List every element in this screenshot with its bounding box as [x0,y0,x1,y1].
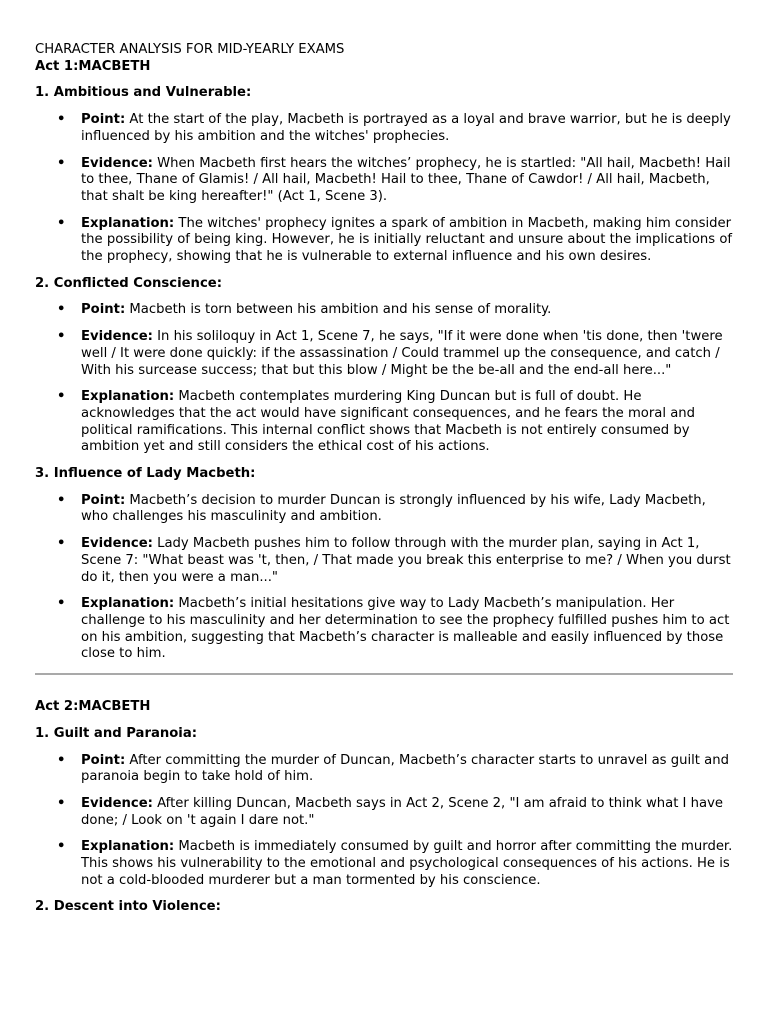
item-label: Evidence: [81,155,153,171]
bullet-icon: • [57,839,66,855]
item-text: When Macbeth first hears the witches’ prophecy, he is startled: "All hail, Macbeth! Hail to thee, Thane of Glamis! / All hail, Macbeth! Hail to thee, Thane of Cawdor! / All hail, Macbeth, that shalt be king hereafter!" (Act 1, Scene 3). [81,155,731,204]
item-label: Point: [81,112,126,128]
item-label: Point: [81,492,126,508]
item-label: Explanation: [81,215,175,231]
item-label: Explanation: [81,596,175,612]
act-2-section-1-list [35,753,733,890]
act-2-section-2-heading: 2. Descent into Violence: [35,899,221,915]
section-divider [35,673,733,675]
item-text: Lady Macbeth pushes him to follow through with the murder plan, saying in Act 1, Scene 7: "What beast was 't, then, / That made you break this enterprise to me? / When you durst do it, then you were a man..." [81,536,731,585]
act-2-heading: Act 2:MACBETH [35,699,151,715]
list-item [57,536,733,586]
bullet-icon: • [57,155,66,171]
item-label: Evidence: [81,536,153,552]
item-text: Macbeth is torn between his ambition and his sense of morality. [125,302,552,318]
list-item [57,329,733,379]
act-2-section-1-heading: 1. Guilt and Paranoia: [35,725,197,741]
bullet-icon: • [57,389,66,405]
act-1-section-3-heading: 3. Influence of Lady Macbeth: [35,466,256,482]
list-item [57,596,733,663]
list-item [57,795,733,829]
act-1-section-1-heading: 1. Ambitious and Vulnerable: [35,85,252,101]
bullet-icon: • [57,752,66,768]
list-item [57,389,733,456]
item-text: Macbeth contemplates murdering King Duncan but is full of doubt. He acknowledges that the act would have significant consequences, and he fears the moral and political ramifications. This internal conflict shows that Macbeth is not entirely consumed by ambition yet and still considers the ethical cost of his actions. [81,389,696,455]
item-text: Macbeth’s decision to murder Duncan is strongly influenced by his wife, Lady Macbeth, who challenges his masculinity and ambition. [81,492,706,525]
item-label: Explanation: [81,839,175,855]
act-1-section-2-list [35,302,733,456]
item-text: At the start of the play, Macbeth is portrayed as a loyal and brave warrior, but he is deeply influenced by his ambition and the witches' prophecies. [81,112,731,144]
bullet-icon: • [57,329,66,345]
act-1-heading: Act 1:MACBETH [35,58,151,74]
list-item [57,155,733,206]
list-item [57,302,733,319]
list-item [57,839,733,889]
act-1-section-2-heading: 2. Conflicted Conscience: [35,275,222,291]
bullet-icon: • [57,112,66,128]
item-label: Evidence: [81,795,153,811]
bullet-icon: • [57,215,66,231]
item-text: After killing Duncan, Macbeth says in Act 2, Scene 2, "I am afraid to think what I have done; / Look on 't again I dare not." [81,795,723,828]
item-text: Macbeth’s initial hesitations give way to Lady Macbeth’s manipulation. Her challenge to his masculinity and her determination to see the prophecy fulfilled pushes him to act on his ambition, suggesting that Macbeth’s character is malleable and easily influenced by those close to him. [81,596,730,662]
act-1-section-3-list [35,493,733,663]
item-text: In his soliloquy in Act 1, Scene 7, he says, "If it were done when 'tis done, then 'twere well / It were done quickly: if the assassination / Could trammel up the consequence, and catch / With his surcease success; that but this blow / Might be the be-all and the end-all here..." [81,329,723,378]
item-text: The witches' prophecy ignites a spark of ambition in Macbeth, making him consider the possibility of being king. However, he is initially reluctant and unsure about the implications of the prophecy, showing that he is vulnerable to external influence and his own desires. [81,215,733,265]
item-label: Explanation: [81,389,175,405]
list-item [57,215,733,266]
list-item [57,112,733,145]
item-label: Evidence: [81,329,153,345]
bullet-icon: • [57,795,66,811]
act-1-section-1-list [35,112,733,266]
bullet-icon: • [57,536,66,552]
bullet-icon: • [57,596,66,612]
item-label: Point: [81,302,126,318]
bullet-icon: • [57,302,66,318]
item-text: Macbeth is immediately consumed by guilt and horror after committing the murder. This shows his vulnerability to the emotional and psychological consequences of his actions. He is not a cold-blooded murderer but a man tormented by his conscience. [81,839,733,888]
bullet-icon: • [57,492,66,508]
document-title: CHARACTER ANALYSIS FOR MID-YEARLY EXAMS [35,42,345,57]
list-item [57,492,733,526]
item-label: Point: [81,752,126,768]
list-item [57,752,733,786]
item-text: After committing the murder of Duncan, Macbeth’s character starts to unravel as guilt and paranoia begin to take hold of him. [81,752,729,785]
